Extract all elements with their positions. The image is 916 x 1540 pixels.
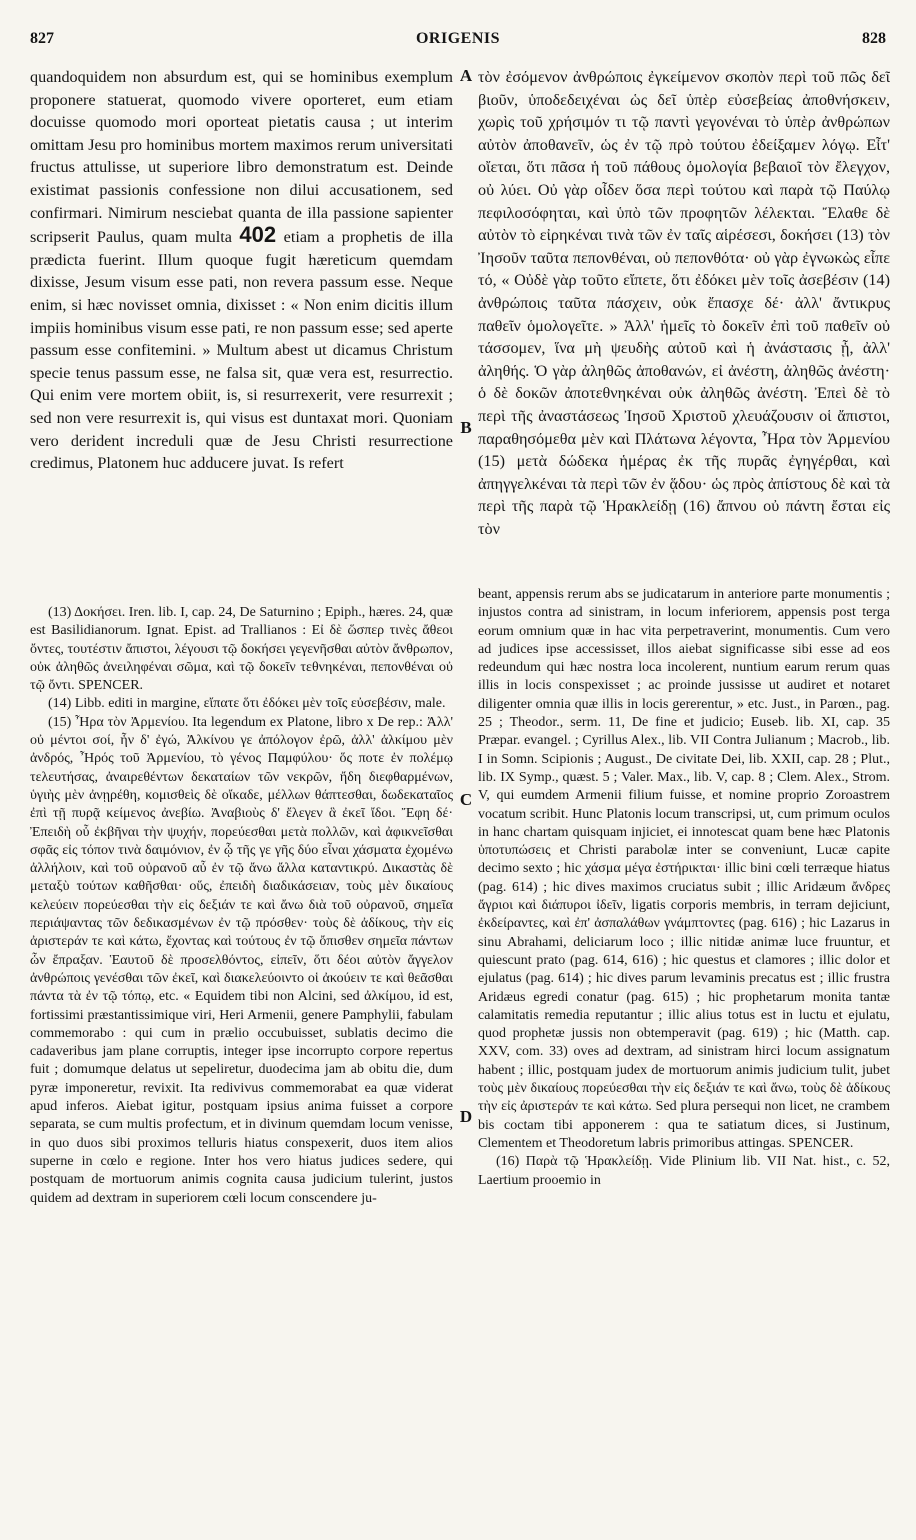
section-marker-c: C	[459, 790, 473, 809]
footnotes-left	[30, 604, 453, 1524]
section-marker-a: A	[459, 66, 473, 85]
latin-paragraph	[30, 66, 453, 475]
running-title: ORIGENIS	[415, 30, 501, 47]
latin-text-part2: etiam a prophetis de illa prædicta fuerint. Illum quoque fugit hæreticum quemdam dixisse, Jesum visum esse pati, non revera passum esse. Neque enim, si hæc novisset omnia, dixisset : « Non enim dicitis illum impiis hominibus visum esse pati, re non passum esse; sed aperte passum esse confitemini. » Multum abest ut dicamus Christum specie tenus passum esse, ne falsa sit, quæ vera est, resurrectio. Qui enim vere mortem obiit, is, si resurrexerit, vere resurrexit ; sed non vere resurrexit is, qui visus est duntaxat mori. Quoniam vero derident increduli quæ de Jesu Christi resurrectione credimus, Platonem huc adducere juvat. Is refert	[30, 228, 453, 473]
greek-main-text	[478, 66, 890, 580]
footnote-13: (13) Δοκήσει. Iren. lib. I, cap. 24, De Saturnino ; Epiph., hæres. 24, quæ est Basilidianorum. Ignat. Epist. ad Trallianos : Εἰ δὲ ὥσπερ τινὲς ἄθεοι ὄντες, τουτέστιν ἄπιστοι, λέγουσι τῷ δοκήσει γεγενῆσθαι αὐτὸν ἄνθρωπον, οὐκ ἀληθῶς ἀνειληφέναι σῶμα, καὶ τῷ δοκεῖν τεθνηκέναι, πεπονθέναι οὐ τῷ ὄντι. SPENCER.	[30, 605, 453, 694]
column-number: 402	[239, 222, 277, 248]
right-page-number: 828	[862, 30, 886, 47]
section-marker-d: D	[459, 1107, 473, 1126]
latin-main-text	[30, 66, 453, 586]
footnote-16: (16) Παρὰ τῷ Ἡρακλείδῃ. Vide Plinium lib. VII Nat. hist., c. 52, Laertium prooemio in	[478, 1154, 890, 1188]
footnote-14: (14) Libb. editi in margine, εἴπατε ὅτι ἐδόκει μὲν τοῖς εὐσεβέσιν, male.	[48, 696, 446, 712]
footnotes-right	[478, 586, 890, 1526]
footnote-15: (15) Ἦρα τὸν Ἀρμενίου. Ita legendum ex Platone, libro x De rep.: Ἀλλ' οὐ μέντοι σοί, ἦν δ' ἐγώ, Ἀλκίνου γε ἀπόλογον ἐρῶ, ἀλλ' ἀλκίμου μὲν ἀνδρός, Ἦρός τοῦ Ἀρμενίου, τὸ γένος Παμφύλου· ὅς ποτε ἐν πολέμῳ τελευτήσας, ἀναιρεθέντων δεκαταίων τῶν νεκρῶν, ἤδη διεφθαρμένων, ὑγιὴς μὲν ἀνῃρέθη, κομισθεὶς δὲ οἴκαδε, μέλλων θάπτεσθαι, δωδεκαταῖος ἐπὶ τῇ πυρᾷ κείμενος ἀνεβίω. Ἀναβιοὺς δ' ἔλεγεν ἃ ἐκεῖ ἴδοι. Ἔφη δέ· Ἐπειδὴ οὗ ἐκβῆναι τὴν ψυχήν, πορεύεσθαι μετὰ πολλῶν, καὶ ἀφικνεῖσθαι σφᾶς εἰς τόπον τινὰ δαιμόνιον, ἐν ᾧ τῆς γε γῆς δύο εἶναι χάσματα ἐχομένω ἀλλήλοιν, καὶ τοῦ οὐρανοῦ αὖ ἐν τῷ ἄνω ἄλλα καταντικρύ. Δικαστὰς δὲ μεταξὺ τούτων καθῆσθαι· οὕς, ἐπειδὴ διαδικάσειαν, τοὺς μὲν δικαίους κελεύειν πορεύεσθαι τὴν εἰς δεξιάν τε καὶ ἄνω διὰ τοῦ οὐρανοῦ, σημεῖα περιάψαντας τῶν δεδικασμένων ἐν τῷ πρόσθεν· τοὺς δὲ ἀδίκους, τὴν εἰς ἀριστεράν τε καὶ κάτω, ἔχοντας καὶ τούτους ἐν τῷ ὄπισθεν σημεῖα πάντων ὧν ἔπραξαν. Ἑαυτοῦ δὲ προσελθόντος, εἰπεῖν, ὅτι δέοι αὐτὸν ἄγγελον ἀνθρώποις γενέσθαι τῶν ἐκεῖ, καὶ διακελεύοιντο οἱ ἀκούειν τε καὶ θεᾶσθαι πάντα τὰ ἐν τῷ τόπῳ, etc. « Equidem tibi non Alcini, sed ἀλκίμου, id est, fortissimi præstantissimique viri, Heri Armenii, genere Pamphylii, fabulam commemorabo : qui cum in prælio occubuisset, sublatis decimo die cadaveribus jam plane corruptis, integer ipse incorrupto corpore repertus fuit ; domumque delatus ut sepeliretur, duodecima jam ab obitu die, dum pyræ imponeretur, revixit. Ita redivivus commemorabat ea quæ viderat apud inferos. Aiebat igitur, postquam ipsius anima fuisset a corpore separata, se cum multis profectum, et in divinum quemdam locum venisse, in quo duos sibi proximos telluris hiatus conspexerit, duos item alios superne in cœlo e regione. Inter hos vero hiatus judices sedere, qui postquam de mortuorum animis cognita causa judicium tulerint, justos quidem ad dextram in superiorem cœli locum conscendere ju-	[30, 714, 453, 1206]
footnote-15-continued: beant, appensis rerum abs se judicatarum in anteriore parte monumentis ; injustos contra ad sinistram, in locum inferiorem, appensis post terga eorum omnium quæ in hac vita perpetraverint, monumentis. Cum vero ad judices ipse accessisset, illos aiebat significasse sibi esse ad eos redeundum qui hæc nostra loca incolerent, nuntium earum rerum quas illis in locis conspexisset ; ac proinde jussisse ut audiret et notaret diligenter omnia quæ illis in locis gererentur, » etc. Just., in Parœn., pag. 25 ; Theodor., serm. 11, De fine et judicio; Euseb. lib. XI, cap. 35 Præpar. evangel. ; Cyrillus Alex., lib. VII Contra Julianum ; Macrob., lib. I in Somn. Scipionis ; August., De civitate Dei, lib. XXII, cap. 28 ; Plut., lib. IX Symp., quæst. 5 ; Valer. Max., lib. V, cap. 8 ; Clem. Alex., Strom. V, qui eumdem Armenii filium fuisse, et nomine proprio Zoroastrem vocatum scribit. Hunc Platonis locum transcripsi, ut, cum primum oculos in hanc chartam quisquam injiciet, ei innotescat quam bene hæc Platonis ὑποτυπώσεις et Christi parabolæ inter se conveniunt, Lucæ capite decimo sexto ; hic χάσμα μέγα ἐστήρικται· illic bini cœli terræque hiatus (pag. 614) ; hic dives maximos cruciatus subit ; illic Aridæum ἄνδρες ἄγριοι καὶ διάπυροι ἰδεῖν, ligatis corporis membris, in terram dejiciunt, ἐκδείραντες, καὶ ἐπ' ἀσπαλάθων γνάμπτοντες (pag. 616) ; hic Lazarus in sinu Abrahami, deliciarum loco ; illic nitidæ animæ luce fruuntur, et quiescunt prato (pag. 614, 616) ; hic questus et clamores ; illic dolor et ejulatus (pag. 614) ; hic dives parum levaminis precatus est ; illic frustra Aridæus egredi conatur (pag. 615) ; hic prophetarum monita tantæ calamitatis remedia reputantur ; illic alius totus est in luctu et ejulatu, quod prophetæ jussis non obtemperavit (pag. 619) ; hic (Matth. cap. XXV, com. 33) oves ad dextram, ad sinistram hirci locum assignatum habent ; illic, postquam judex de mortuorum animis judicium tulit, jubet τοὺς μὲν δικαίους πορεύεσθαι τὴν εἰς δεξιάν τε καὶ ἄνω, τοὺς δὲ ἀδίκους τὴν εἰς ἀριστεράν τε καὶ κάτω. Sed plura persequi non licet, ne crambem bis coctam tibi apponerem : qua te satiatum dices, si Justinum, Clementem et Theodoretum labris primoribus attingas. SPENCER.	[478, 587, 890, 1151]
section-marker-b: B	[460, 418, 472, 437]
latin-text-part1: quandoquidem non absurdum est, qui se hominibus exemplum proponere statuerat, quomodo vivere oporteret, eum etiam docuisse quomodo mori oporteat pietatis causa ; ut interim omittam Jesu pro hominibus mortem maximos rerum universitati fructus attulisse, ut superiore libro demonstratum est. Deinde existimat passionis confessione non dilui accusationem, sed confirmari. Nimirum nesciebat quanta de illa passione sapienter scripserit Paulus, quam multa	[30, 68, 453, 247]
greek-paragraph: τὸν ἐσόμενον ἀνθρώποις ἐγκείμενον σκοπὸν περὶ τοῦ πῶς δεῖ βιοῦν, ὑποδεδειχέναι ὡς δεῖ ὑπὲρ εὐσεβείας ἀποθνήσκειν, χωρὶς τοῦ χρήσιμόν τι τῷ παντὶ γεγονέναι τὸ ὑπὲρ ἀνθρώπων αὐτὸν ἀποθανεῖν, ὡς ἐν τῷ πρὸ τούτου ἐδείξαμεν λόγῳ. Εἶτ' οἴεται, ὅτι πᾶσα ἡ τοῦ πάθους ὁμολογία βεβαιοῖ τὸν ἔλεγχον, οὐ λύει. Οὐ γὰρ οἶδεν ὅσα περὶ τούτου καὶ παρὰ τῷ Παύλῳ πεφιλοσόφηται, καὶ ὑπὸ τῶν προφητῶν λέλεκται. Ἔλαθε δὲ αὐτὸν τὸ εἰρηκέναι τινὰ τῶν ἐν ταῖς αἱρέσεσι, δοκήσει (13) τὸν Ἰησοῦν ταῦτα πεπονθέναι, οὐ πεπονθότα· οὐ γὰρ ἐγνωκὼς εἶπε τό, « Οὐδὲ γὰρ τοῦτο εἴπετε, ὅτι ἐδόκει μὲν τοῖς ἀσεβέσιν (14) ἀνθρώποις ταῦτα πάσχειν, οὐκ ἔπασχε δέ· ἀλλ' ἄντικρυς παθεῖν ὁμολογεῖτε. » Ἀλλ' ἡμεῖς τὸ δοκεῖν ἐπὶ τοῦ παθεῖν οὐ τάσσομεν, ἵνα μὴ ψευδὴς αὐτοῦ καὶ ἡ ἀνάστασις ᾖ, ἀλλ' ἀληθής. Ὁ γὰρ ἀληθῶς ἀποθανών, εἰ ἀνέστη, ἀληθῶς ἀνέστη· ὁ δὲ δοκῶν ἀποτεθνηκέναι οὐκ ἀληθῶς ἀνέστη. Ἐπεὶ δὲ τὸ περὶ τῆς ἀναστάσεως Ἰησοῦ Χριστοῦ χλευάζουσιν οἱ ἄπιστοι, παραθησόμεθα μὲν καὶ Πλάτωνα λέγοντα, Ἦρα τὸν Ἀρμενίου (15) μετὰ δώδεκα ἡμέρας ἐκ τῆς πυρᾶς ἐγηγέρθαι, καὶ ἀπηγγελκέναι τὰ περὶ τῶν ἐν ᾅδου· ὡς πρὸς ἀπίστους δὲ καὶ τὰ περὶ τῆς παρὰ τῷ Ἡρακλείδῃ (16) ἄπνου οὐ πάντη ἔσται εἰς τὸν	[478, 68, 890, 538]
page-header	[30, 30, 886, 54]
left-page-number: 827	[30, 30, 54, 47]
